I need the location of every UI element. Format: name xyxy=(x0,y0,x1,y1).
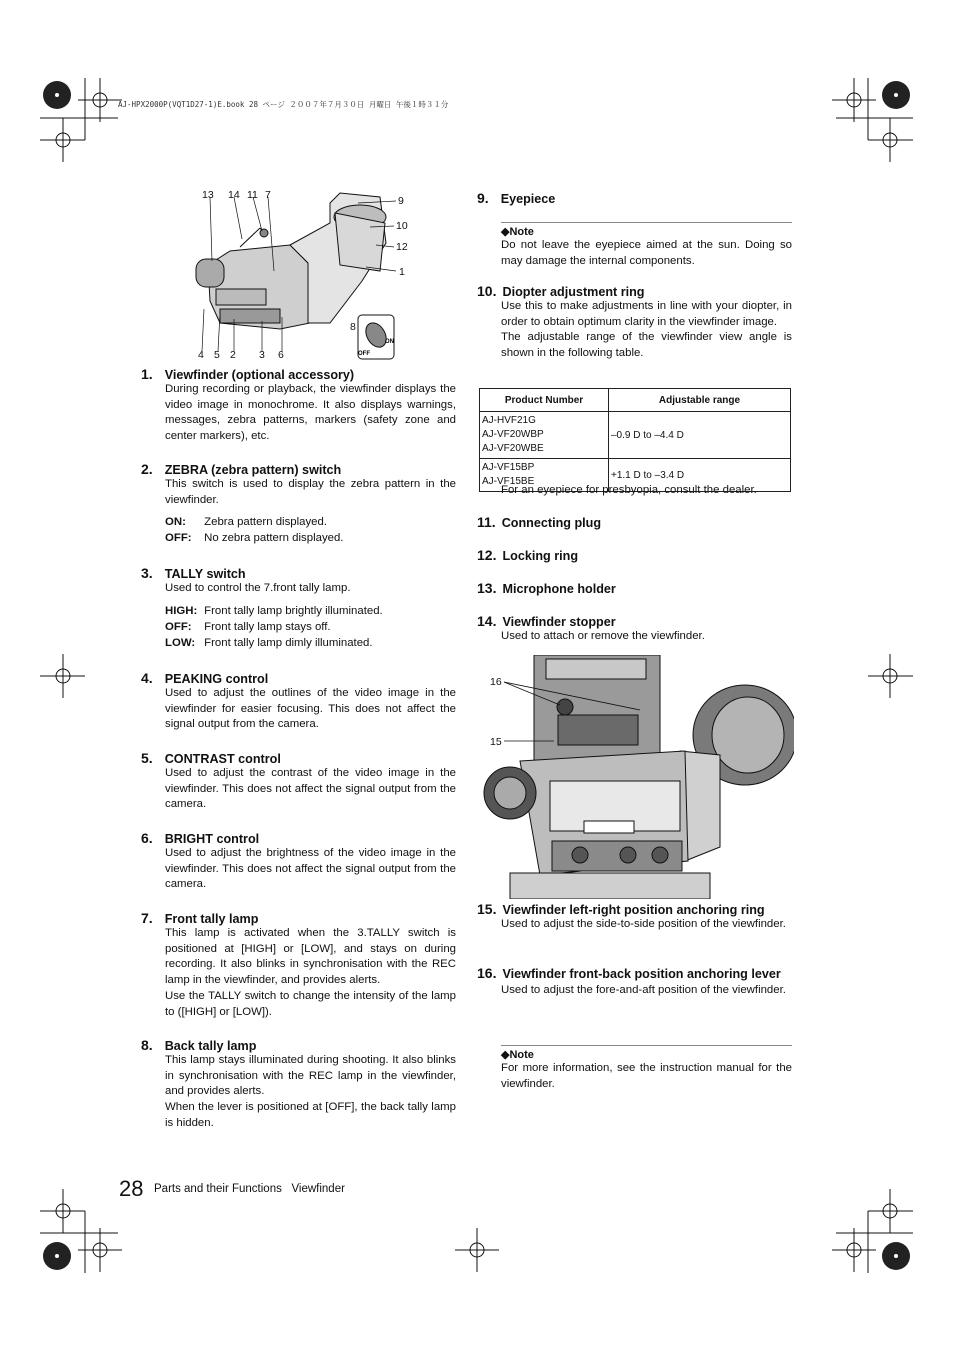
item-3: 3. TALLY switch Used to control the 7.front tally lamp. HIGH: Front tally lamp brightly illuminated. OFF: Front tally lamp stays off. LOW: Front tally lamp dimly illuminated. xyxy=(141,565,456,651)
callout-11: 11 xyxy=(247,189,258,201)
switch-on-label: ON xyxy=(385,339,394,345)
table-header: Adjustable range xyxy=(609,389,791,412)
switch-off-label: OFF xyxy=(358,351,370,357)
table-footnote: For an eyepiece for presbyopia, consult the dealer. xyxy=(501,484,757,496)
item-text: During recording or playback, the viewfinder displays the video image in monochrome. It also displays warnings, messages, zebra patterns, markers (safety zone and center markers), etc. xyxy=(165,383,456,443)
item-14: 14. Viewfinder stopper Used to attach or remove the viewfinder. xyxy=(477,613,705,642)
callout-7: 7 xyxy=(265,189,271,201)
note-text: For more information, see the instruction manual for the viewfinder. xyxy=(501,1062,792,1090)
item-9: 9. Eyepiece xyxy=(477,190,556,206)
table-row: AJ-HVF21G AJ-VF20WBP AJ-VF20WBE –0.9 D to –4.4 D xyxy=(480,412,791,459)
item-1 xyxy=(141,366,456,445)
viewfinder-diagram xyxy=(190,183,410,363)
callout-1: 1 xyxy=(399,266,405,278)
viewfinder-mount-photo xyxy=(480,655,794,899)
item-7: 7. Front tally lamp This lamp is activated when the 3.TALLY switch is positioned at [HIGH] or [LOW], and stays on during recording. It also blinks in synchronisation with the REC lamp in the viewfinder, and provides alerts. Use the TALLY switch to change the intensity of the lamp to ([HIGH] or [LOW]). xyxy=(141,910,456,1018)
item-title: Viewfinder (optional accessory) xyxy=(164,368,355,382)
option-row: OFF: Front tally lamp stays off. xyxy=(165,620,331,633)
item-16: 16. Viewfinder front-back position anchoring lever Used to adjust the fore-and-aft position of the viewfinder. xyxy=(477,965,786,996)
item-number: 1. xyxy=(141,366,153,382)
note-label: ◆Note xyxy=(501,226,534,238)
callout-10: 10 xyxy=(396,220,408,232)
note-text: Do not leave the eyepiece aimed at the sun. Doing so may damage the internal components. xyxy=(501,239,792,267)
option-row: LOW: Front tally lamp dimly illuminated. xyxy=(165,636,373,649)
table-header: Product Number xyxy=(480,389,609,412)
item-11: 11. Connecting plug xyxy=(477,514,602,530)
item-13: 13. Microphone holder xyxy=(477,580,616,596)
footer-section: Parts and their Functions xyxy=(154,1183,282,1195)
table-row: AJ-VF15BP AJ-VF15BE +1.1 D to –3.4 D xyxy=(480,459,791,492)
callout-8: 8 xyxy=(350,321,356,333)
callout-6: 6 xyxy=(278,349,284,361)
photo-label-15: 15 xyxy=(490,736,502,748)
note-box-manual xyxy=(501,1045,792,1092)
item-10: 10. Diopter adjustment ring Use this to make adjustments in line with your diopter, in order to obtain optimum clarity in the viewfinder image. The adjustable range of the viewfinder view angle is shown in the following table. xyxy=(477,283,792,360)
item-2: 2. ZEBRA (zebra pattern) switch This switch is used to display the zebra pattern in the viewfinder. ON: Zebra pattern displayed. OFF: No zebra pattern displayed. xyxy=(141,461,456,545)
callout-2: 2 xyxy=(230,349,236,361)
book-header: AJ-HPX2000P(VQT1D27-1)E.book 28 ページ ２００７年７月３０日 月曜日 午後１時３１分 xyxy=(118,100,449,109)
item-5: 5. CONTRAST control Used to adjust the contrast of the video image in the viewfinder. This does not affect the signal output from the camera. xyxy=(141,750,456,811)
footer-breadcrumb xyxy=(154,1183,345,1195)
callout-5: 5 xyxy=(214,349,220,361)
callout-4: 4 xyxy=(198,349,204,361)
note-box-eyepiece xyxy=(501,222,792,269)
photo-label-16: 16 xyxy=(490,676,502,688)
item-4: 4. PEAKING control Used to adjust the outlines of the video image in the viewfinder for easier focusing. This does not affect the signal output from the camera. xyxy=(141,670,456,731)
diopter-range-table xyxy=(479,388,791,492)
option-row: HIGH: Front tally lamp brightly illuminated. xyxy=(165,604,383,617)
page-number: 28 xyxy=(119,1176,144,1201)
item-8: 8. Back tally lamp This lamp stays illuminated during shooting. It also blinks in synchronisation with the REC lamp in the viewfinder, and provides alerts. When the lever is positioned at [OFF], the back tally lamp is hidden. xyxy=(141,1037,456,1129)
note-label: ◆Note xyxy=(501,1049,534,1061)
footer-subsection: Viewfinder xyxy=(291,1183,345,1195)
callout-13: 13 xyxy=(202,189,214,201)
callout-14: 14 xyxy=(228,189,240,201)
item-15: 15. Viewfinder left-right position anchoring ring Used to adjust the side-to-side position of the viewfinder. xyxy=(477,901,786,930)
callout-9: 9 xyxy=(398,195,404,207)
option-row: ON: Zebra pattern displayed. xyxy=(165,516,328,529)
item-12: 12. Locking ring xyxy=(477,547,579,563)
callout-12: 12 xyxy=(396,241,408,253)
callout-3: 3 xyxy=(259,349,265,361)
item-6: 6. BRIGHT control Used to adjust the brightness of the video image in the viewfinder. This does not affect the signal output from the camera. xyxy=(141,830,456,891)
option-row: OFF: No zebra pattern displayed. xyxy=(165,532,344,545)
